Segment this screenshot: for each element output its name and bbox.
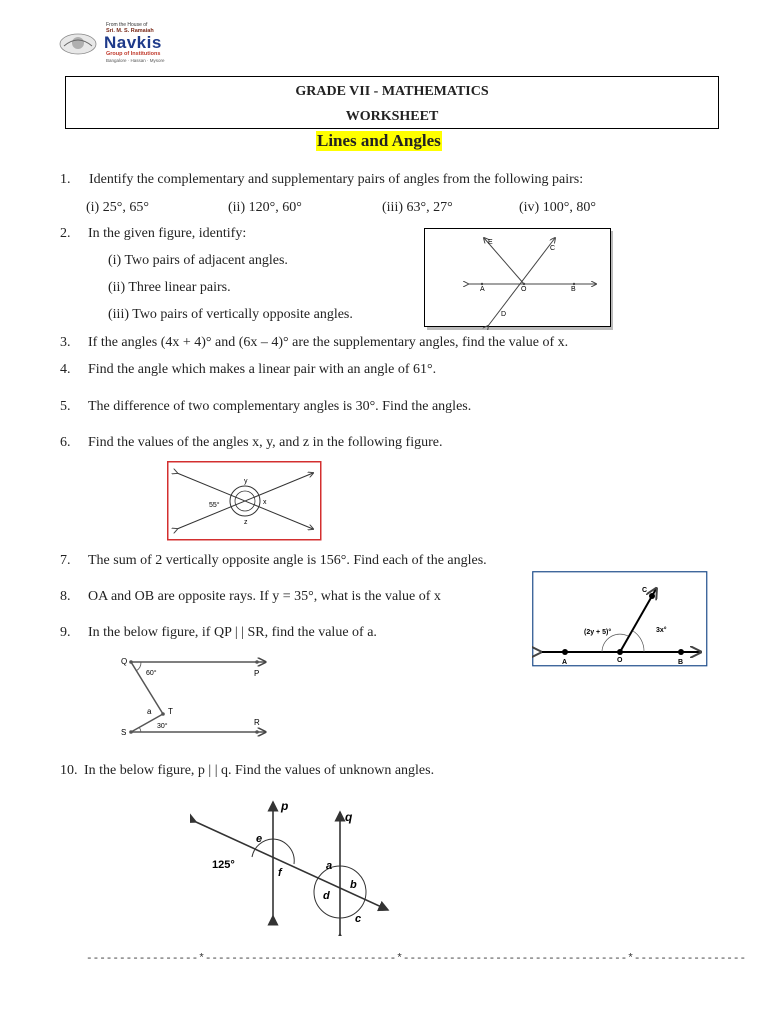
question-text: In the given figure, identify: [88,226,247,241]
question-number: 6. [60,435,71,450]
figure-parallel-qp-sr [115,652,280,742]
fig9-label-a: a [147,707,152,716]
question-9 [60,625,377,641]
q1-option-3: (iii) 63°, 27° [382,200,453,215]
emblem-icon [58,30,98,56]
question-text: OA and OB are opposite rays. If y = 35°, what is the value of x [88,589,441,604]
question-text: Find the values of the angles x, y, and z in the following figure. [88,435,443,450]
fig2-label-o: O [521,286,527,293]
fig9-label-t: T [168,707,173,716]
fig10-label-q: q [345,810,353,824]
fig6-label-y: y [244,478,248,485]
question-text: The sum of 2 vertically opposite angle is 156°. Find each of the angles. [88,553,487,568]
fig2-label-a: A [480,286,485,293]
question-4 [60,362,436,378]
question-number: 9. [60,625,71,640]
question-2 [60,226,246,242]
question-number: 1. [60,172,71,187]
fig9-label-30: 30° [157,723,168,730]
question-number: 7. [60,553,71,568]
fig8-label-o: O [617,657,623,664]
fig8-label-3x: 3x° [656,627,667,634]
q2-part-2: (ii) Three linear pairs. [108,280,231,295]
question-1 [60,172,583,188]
q1-option-4: (iv) 100°, 80° [519,200,596,215]
fig8-label-a: A [562,659,568,666]
logo-group-line: Group of Institutions [106,51,161,57]
figure-xyz-angles [167,461,322,541]
question-6 [60,435,442,451]
fig10-label-d: d [323,890,330,902]
footer-divider: -----------------*-----------------------------*----------------------------------*----------------- [86,953,747,965]
question-10 [60,763,434,779]
fig8-label-2y5: (2y + 5)° [584,629,612,636]
fig2-label-e: E [488,239,493,246]
grade-title: GRADE VII - MATHEMATICS [295,84,489,99]
fig6-label-55: 55° [209,502,220,509]
question-8 [60,589,441,605]
fig9-label-p: P [254,669,260,678]
question-text: In the below figure, p | | q. Find the values of unknown angles. [84,763,435,778]
question-number: 2. [60,226,71,241]
question-number: 5. [60,399,71,414]
fig9-label-r: R [254,718,260,727]
fig10-label-125: 125° [212,859,235,871]
fig2-label-d: D [501,311,507,318]
question-number: 3. [60,335,71,350]
question-number: 4. [60,362,71,377]
fig8-label-c: C [642,587,648,594]
fig2-label-c: C [550,245,556,252]
fig9-label-q: Q [121,657,128,666]
fig10-label-p: p [281,799,289,813]
fig6-label-z: z [244,519,248,526]
fig10-label-a: a [326,860,333,872]
fig10-label-b: b [350,879,357,891]
institution-logo [58,22,198,64]
fig8-label-b: B [678,659,684,666]
logo-top-line: From the House of [106,22,148,28]
question-text: Identify the complementary and supplementary pairs of angles from the following pairs: [89,172,584,187]
fig9-label-s: S [121,728,127,737]
topic-title: Lines and Angles [317,131,441,150]
figure-opposite-rays [532,571,708,667]
question-text: Find the angle which makes a linear pair with an angle of 61°. [88,362,437,377]
figure-intersecting-lines [424,228,613,330]
logo-brand: Navkis [104,33,162,52]
worksheet-title: WORKSHEET [345,109,439,124]
question-3 [60,335,568,351]
logo-name-line: Sri. M. S. Ramaiah [106,28,154,34]
fig2-label-b: B [571,286,576,293]
fig10-label-c: c [355,913,362,925]
question-text: The difference of two complementary angles is 30°. Find the angles. [88,399,472,414]
q2-part-3: (iii) Two pairs of vertically opposite angles. [108,307,353,322]
q1-option-2: (ii) 120°, 60° [228,200,302,215]
question-number: 10. [60,763,78,778]
fig9-label-60: 60° [146,670,157,677]
fig6-label-x: x [263,499,267,506]
q1-option-1: (i) 25°, 65° [86,200,149,215]
worksheet-header-box [65,76,719,129]
question-7 [60,553,487,569]
question-text: In the below figure, if QP | | SR, find the value of a. [88,625,377,640]
question-text: If the angles (4x + 4)° and (6x – 4)° are the supplementary angles, find the value of x. [88,335,569,350]
figure-parallel-p-q [190,796,400,936]
q2-part-1: (i) Two pairs of adjacent angles. [108,253,288,268]
logo-city-line: Bangalore · Hassan · Mysore [106,58,165,63]
fig10-label-e: e [256,833,263,845]
fig10-label-f: f [278,867,282,879]
question-5 [60,399,471,415]
question-number: 8. [60,589,71,604]
